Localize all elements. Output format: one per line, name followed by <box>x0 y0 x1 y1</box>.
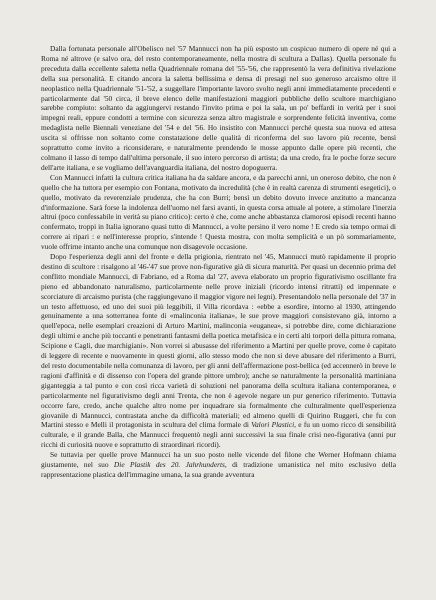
paragraph: Con Mannucci infatti la cultura critica italiana ha da saldare ancora, e da parecchi anni, un oneroso debito, che non è quello che ha tuttora per esempio con Fontana, motivato da incredulità (che è in realtà carenza di strumenti esegetici), o quello, motivato da reverenziale prudenza, che ha con Burri; bensì un debito dovuto invece anzitutto a mancanza d'informazione. Sarà forse la indolenza dell'uomo nel farsi avanti, in questa corsa attuale al potere, a stimolare l'inerzia altrui (poco confessabile in verità su piano critico): certo è che, come anche abbastanza clamorosi episodi recenti hanno confermato, troppi in Italia ignorano quasi tutto di Mannucci, a volte persino il vero nome ! E credo sia tempo ormai di correre ai ripari : e nell'interesse proprio, s'intende ! Questa mostra, con molta semplicità e un pò sommariamente, vuole offrirne intanto anche una comunque non disagevole occasione. <box>41 172 396 252</box>
text-column <box>41 44 396 480</box>
paragraph: Dalla fortunata personale all'Obelisco nel '57 Mannucci non ha più esposto un cospicuo numero di opere né qui a Roma né altrove (e salvo ora, del resto contemporaneamente, nella mostra di scultura a Dallas). Quella personale fu preceduta dalla eccellente saletta nella Quadriennale romana del '55-'56, che rappresentò la vera definitiva rivelazione della sua personalità. E citando ancora la saletta bellissima e densa di presagi nel suo generoso arcaismo oltre il neoplastico nella Quadriennale '51-'52, a suggellare l'importante lavoro svolto negli anni immediatamente precedenti e particolarmente dal '50 circa, il breve elenco delle manifestazioni maggiori pubbliche dello scultore marchigiano sarebbe compiuto: soltanto da aggiungervi restando l'invito prima e poi la sala, un po' beffardi in verità per i suoi impegni reali, eppure condotti a termine con sicurezza senza altro magistrale e sorprendente felicità inventiva, come medaglista nelle Biennali veneziane del '54 e del '56. Ho insistito con Mannucci perché questa sua nuova ed attesa uscita si offrisse non soltanto come constatazione delle qualità di riconferma del suo lavoro più recente, bensì soprattutto come invito a riconsiderare, e naturalmente prendendo le mosse appunto dalle opere più recenti, che colmano il lasso di tempo dall'ultima personale, il suo intero percorso di artista; da una credo, fra le poche forze secure dell'arte italiana, e se vogliamo dell'avanguardia italiana, del nostro dopoguerra. <box>41 44 396 172</box>
paragraph: Se tuttavia per quelle prove Mannucci ha un suo posto nelle vicende del filone che Werner Hofmann chiama giustamente, nel suo Die Plastik des 20. Jahrhunderts, di tradizione umanistica nel mito esclusivo della rappresentazione plastica dell'immagine umana, la sua grande avventura <box>41 450 396 479</box>
paragraph: Dopo l'esperienza degli anni del fronte e della prigionia, rientrato nel '45, Mannucci mutò rapidamente il proprio destino di scultore : risalgono al '46-'47 sue prove non-figurative già di sicura maturità. Per quasi un decennio prima del conflitto mondiale Mannucci, di Fabriano, ed a Roma dal '27, aveva elaborato un proprio figurativismo oscillante fra pieno ed abbandonato naturalismo, particolarmente nelle prove iniziali (ricordo intensi ritratti) ed impennate e scorciature di arcaismo purista (che raggiungevano il maggior vigore nei legni). Presentandolo nella personale del '37 in un testo affettuoso, ed uno dei suoi più leggibili, il Villa ricordava : «ebbe a esordire, intorno al 1930, attingendo genuinamente a una sotterranea fonte di «malinconia italiana», le sue prove maggiori consistevano già, intorno a quell'epoca, nelle esemplari creazioni di Arturo Martini, malinconia «euganea», si potrebbe dire, come dichiarazione degli ultimi e anche più toccanti e penetranti fantasmi della poetica metafisica e in certi alti torpori della pittura romana, Scipione e Cagli, due marchigiani». Non vorrei si abusasse del riferimento a Martini per quelle prove, come è capitato di leggere di recente e nuovamente in questi giorni, allo stesso modo che non si deve abusare del riferimento a Burri, del resto documentabile nella comunanza di lavoro, per gli anni dell'affermazione post-bellica (ed accennerò in breve le ragioni d'affinità e di dissenso con l'opera del grande pittore umbro); anche se naturalmente la personalità martiniana giganteggia a tal punto e con così ricca varietà di soluzioni nel panorama della scultura italiana contemporanea, e particolarmente nel figurativismo degli anni Trenta, che non è agevole negare un pur generico riferimento. Tuttavia occorre fare, credo, anche qualche altro nome per inquadrare sia formalmente che culturalmente quell'esperienza giovanile di Mannucci, contrastata anche da difficoltà materiali; ed almeno quelli di Quirino Ruggeri, che fu con Martini stesso e Melli il protagonista in scultura del clima formale di Valori Plastici, e fu un uomo ricco di sensibilità culturale, e il grande Balla, che Mannucci frequentò negli anni successivi la sua finale crisi neo-figurativa (anni pur ricchi di curiosità nuove e soprattutto di straordinari ricordi). <box>41 252 397 450</box>
